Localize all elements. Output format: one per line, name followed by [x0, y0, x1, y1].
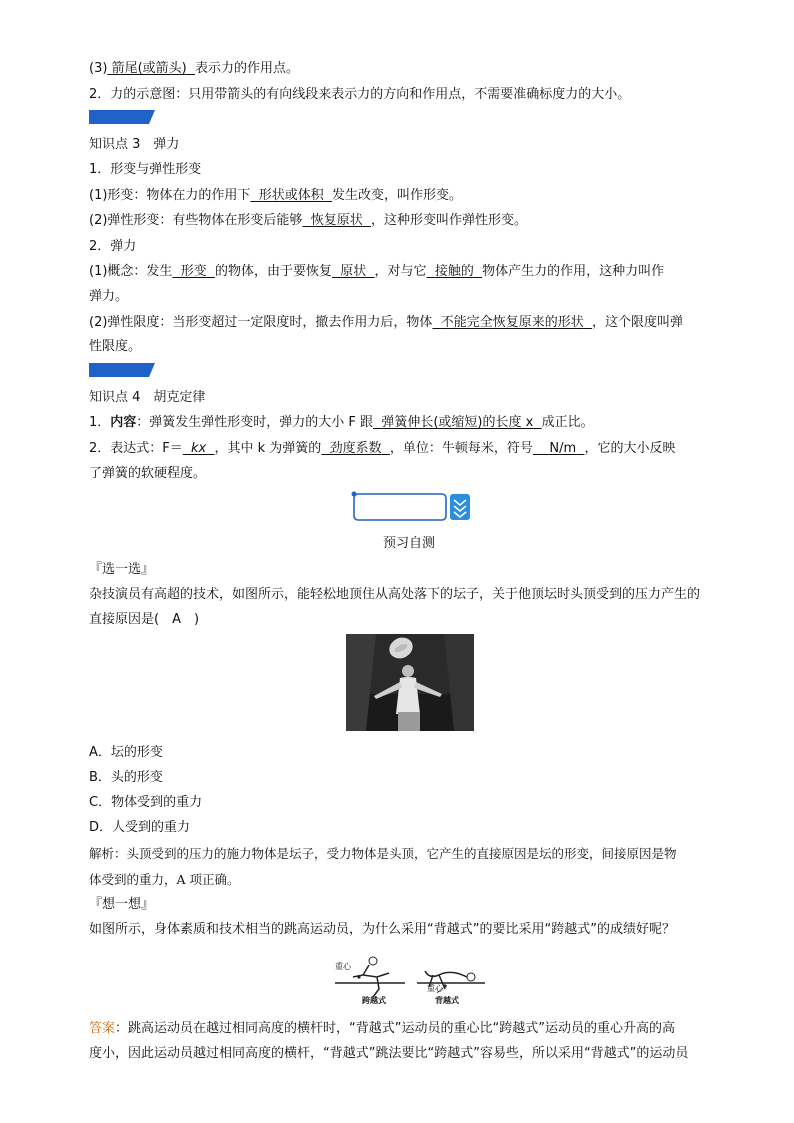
kp3-line-4: 2．弹力 [89, 239, 137, 254]
think-question: 如图所示，身体素质和技术相当的跳高运动员，为什么采用“背越式”的要比采用“跨越式”的成绩好呢？ [89, 922, 675, 937]
blank-answer: 箭尾(或箭头) [111, 61, 187, 76]
blank-answer: 接触的 [434, 264, 474, 279]
blank-answer: kx [191, 441, 207, 456]
question-text-1: 杂技演员有高超的技术，如图所示，能轻松地顶住从高处落下的坛子，关于他顶坛时头顶受到的压力产生的 [89, 587, 701, 602]
blank-answer: 原状 [340, 264, 367, 279]
para-force-point: (3) 箭尾(或箭头) 表示力的作用点。 [89, 61, 299, 76]
option-d: D．人受到的重力 [89, 820, 191, 835]
question-text-2: 直接原因是( A ) [89, 612, 200, 627]
section-tag-icon [89, 363, 155, 377]
option-b: B．头的形变 [89, 770, 163, 785]
fig-label-cg2: 重心 [427, 984, 443, 993]
para-force-diagram: 2．力的示意图：只用带箭头的有向线段来表示力的方向和作用点，不需要准确标度力的大小。 [89, 87, 631, 102]
kp3-line-2: (1)形变：物体在力的作用下 形状或体积 发生改变，叫作形变。 [89, 188, 462, 203]
kp3-line-1: 1．形变与弹性形变 [89, 162, 202, 177]
kp3-line-3: (2)弹性形变：有些物体在形变后能够 恢复原状 ，这种形变叫作弹性形变。 [89, 213, 527, 228]
high-jump-figure [333, 953, 488, 1008]
kp3-line-6-cont: 性限度。 [89, 339, 142, 354]
knowledge-point-4-heading: 知识点 4 胡克定律 [89, 390, 206, 405]
fig-label-kua: 跨越式 [362, 996, 386, 1005]
blank-answer: 形状或体积 [258, 188, 324, 203]
option-c: C．物体受到的重力 [89, 795, 203, 810]
fig-label-bei: 背越式 [435, 996, 459, 1005]
kp4-line-1: 1．内容：弹簧发生弹性形变时，弹力的大小 F 跟 弹簧伸长(或缩短)的长度 x 成正比。 [89, 415, 594, 430]
blank-answer: 劲度系数 [329, 441, 382, 456]
option-a: A．坛的形变 [89, 745, 163, 760]
section-header-frame [350, 490, 474, 524]
answer-line-2: 度小，因此运动员越过相同高度的横杆，“背越式”跳法要比“跨越式”容易些，所以采用“背越式”的运动员 [89, 1046, 689, 1061]
kp4-line-2-cont: 了弹簧的软硬程度。 [89, 466, 207, 481]
acrobat-photo [346, 634, 474, 731]
blank-answer: 不能完全恢复原来的形状 [440, 315, 584, 330]
kp4-line-2: 2．表达式：F＝ kx ，其中 k 为弹簧的 劲度系数 ，单位：牛顿每米，符号 N/m ，它的大小反映 [89, 441, 676, 456]
section-title: 预习自测 [383, 536, 436, 551]
kp3-line-5-cont: 弹力。 [89, 289, 129, 304]
answer-line-1: 答案：跳高运动员在越过相同高度的横杆时，“背越式”运动员的重心比“跨越式”运动员的重心升高的高 [89, 1021, 675, 1036]
fig-label-cg1: 重心 [335, 962, 351, 971]
blank-answer: 形变 [180, 264, 207, 279]
label-think: 『想一想』 [89, 897, 155, 912]
kp3-line-6: (2)弹性限度：当形变超过一定限度时，撤去作用力后，物体 不能完全恢复原来的形状 ，这个限度叫弹 [89, 315, 683, 330]
section-tag-icon [89, 110, 155, 124]
label-select: 『选一选』 [89, 562, 155, 577]
analysis-line-2: 体受到的重力，A 项正确。 [89, 872, 240, 887]
kp3-line-5: (1)概念：发生 形变 的物体，由于要恢复 原状 ，对与它 接触的 物体产生力的作用，这种力叫作 [89, 264, 665, 279]
blank-answer: 恢复原状 [310, 213, 363, 228]
blank-answer: N/m [549, 441, 577, 456]
analysis-line-1: 解析：头顶受到的压力的施力物体是坛子，受力物体是头顶，它产生的直接原因是坛的形变，间接原因是物 [89, 846, 677, 861]
knowledge-point-3-heading: 知识点 3 弹力 [89, 137, 180, 152]
blank-answer: 弹簧伸长(或缩短)的长度 x [381, 415, 534, 430]
